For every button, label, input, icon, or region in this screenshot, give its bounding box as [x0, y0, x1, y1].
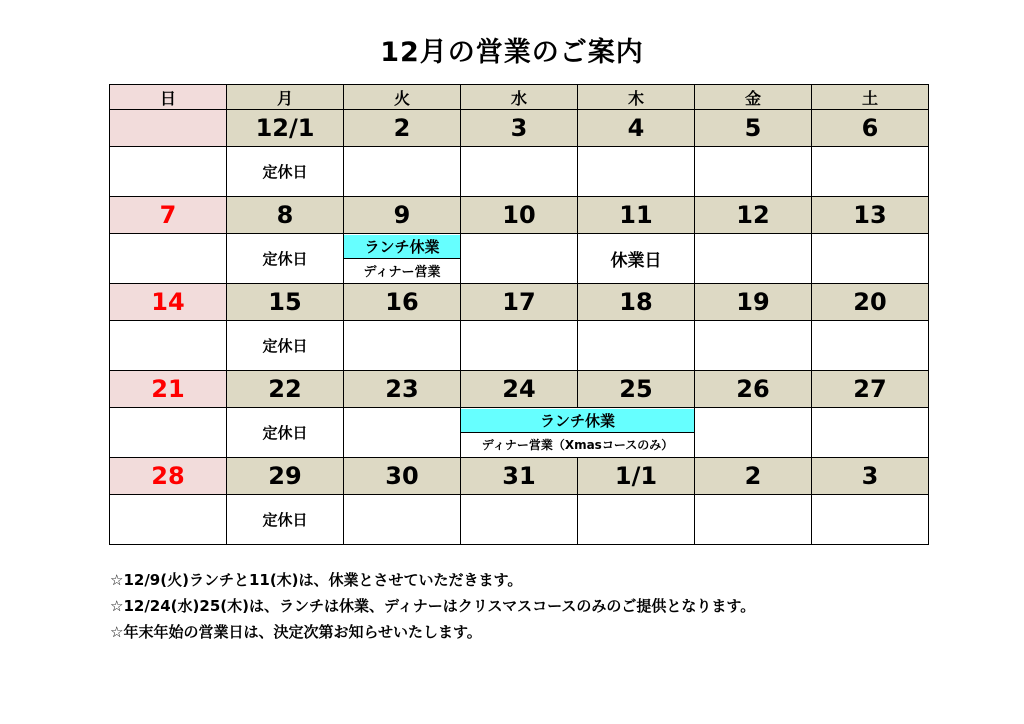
date-cell: 14: [110, 284, 227, 321]
dinner-open-label: ディナー営業: [344, 259, 460, 283]
event-cell: [695, 321, 812, 371]
weekday-sat: 土: [812, 85, 929, 110]
event-cell-closed: 定休日: [227, 321, 344, 371]
date-cell: 10: [461, 197, 578, 234]
week4-event-row: [110, 408, 929, 458]
event-cell: [110, 234, 227, 284]
date-cell: 29: [227, 458, 344, 495]
date-cell: 25: [578, 371, 695, 408]
weekday-mon: 月: [227, 85, 344, 110]
event-cell-closed: 定休日: [227, 147, 344, 197]
event-cell: [695, 234, 812, 284]
event-cell-closed: 定休日: [227, 408, 344, 458]
date-cell: [110, 110, 227, 147]
date-cell: 12/1: [227, 110, 344, 147]
date-cell: 2: [344, 110, 461, 147]
event-cell-split-xmas: [461, 408, 695, 458]
week2-date-row: [110, 197, 929, 234]
week4-date-row: [110, 371, 929, 408]
event-cell: [578, 147, 695, 197]
event-cell: [695, 147, 812, 197]
date-cell: 3: [461, 110, 578, 147]
weekday-tue: 火: [344, 85, 461, 110]
date-cell: 19: [695, 284, 812, 321]
event-cell: [695, 408, 812, 458]
date-cell: 20: [812, 284, 929, 321]
date-cell: 24: [461, 371, 578, 408]
event-cell-unavailable: [344, 495, 461, 545]
event-cell-closed: 定休日: [227, 495, 344, 545]
date-cell: 31: [461, 458, 578, 495]
weekday-fri: 金: [695, 85, 812, 110]
weekday-header-row: [110, 85, 929, 110]
week1-date-row: [110, 110, 929, 147]
week3-event-row: [110, 321, 929, 371]
event-cell: [461, 234, 578, 284]
event-cell-split: [344, 234, 461, 284]
weekday-sun: 日: [110, 85, 227, 110]
event-cell: [461, 147, 578, 197]
note-line: ☆年末年始の営業日は、決定次第お知らせいたします。: [110, 623, 482, 641]
calendar-table: [109, 84, 929, 545]
date-cell: 15: [227, 284, 344, 321]
date-cell: 26: [695, 371, 812, 408]
event-cell-unavailable: [461, 495, 578, 545]
event-cell-unavailable: [695, 495, 812, 545]
date-cell: 11: [578, 197, 695, 234]
page-title: 12月の営業のご案内: [380, 37, 644, 68]
lunch-closed-label: ランチ休業: [344, 235, 460, 260]
date-cell: 21: [110, 371, 227, 408]
date-cell: 9: [344, 197, 461, 234]
event-cell-unavailable: [812, 495, 929, 545]
date-cell: 3: [812, 458, 929, 495]
date-cell: 22: [227, 371, 344, 408]
event-cell: [110, 408, 227, 458]
weekday-wed: 水: [461, 85, 578, 110]
event-cell-closed: 休業日: [578, 234, 695, 284]
event-cell: [110, 495, 227, 545]
date-cell: 2: [695, 458, 812, 495]
date-cell: 1/1: [578, 458, 695, 495]
event-cell: [344, 147, 461, 197]
week5-event-row: [110, 495, 929, 545]
date-cell: 18: [578, 284, 695, 321]
date-cell: 5: [695, 110, 812, 147]
date-cell: 4: [578, 110, 695, 147]
note-line: ☆12/24(水)25(木)は、ランチは休業、ディナーはクリスマスコースのみのご提供となります。: [110, 597, 756, 615]
date-cell: 30: [344, 458, 461, 495]
xmas-dinner-label: ディナー営業（Xmasコースのみ）: [461, 433, 694, 457]
date-cell: 12: [695, 197, 812, 234]
week1-event-row: [110, 147, 929, 197]
lunch-closed-label: ランチ休業: [461, 409, 694, 434]
week5-date-row: [110, 458, 929, 495]
event-cell: [812, 147, 929, 197]
event-cell: [110, 321, 227, 371]
date-cell: 6: [812, 110, 929, 147]
date-cell: 17: [461, 284, 578, 321]
week3-date-row: [110, 284, 929, 321]
event-cell-unavailable: [578, 495, 695, 545]
event-cell: [344, 408, 461, 458]
date-cell: 23: [344, 371, 461, 408]
date-cell: 16: [344, 284, 461, 321]
date-cell: 8: [227, 197, 344, 234]
event-cell: [461, 321, 578, 371]
event-cell: [344, 321, 461, 371]
event-cell: [812, 321, 929, 371]
notes: [110, 567, 755, 645]
date-cell: 27: [812, 371, 929, 408]
date-cell: 28: [110, 458, 227, 495]
date-cell: 13: [812, 197, 929, 234]
date-cell: 7: [110, 197, 227, 234]
event-cell: [812, 408, 929, 458]
weekday-thu: 木: [578, 85, 695, 110]
event-cell: [812, 234, 929, 284]
event-cell: [578, 321, 695, 371]
event-cell-closed: 定休日: [227, 234, 344, 284]
week2-event-row: [110, 234, 929, 284]
event-cell: [110, 147, 227, 197]
note-line: ☆12/9(火)ランチと11(木)は、休業とさせていただきます。: [110, 571, 523, 589]
